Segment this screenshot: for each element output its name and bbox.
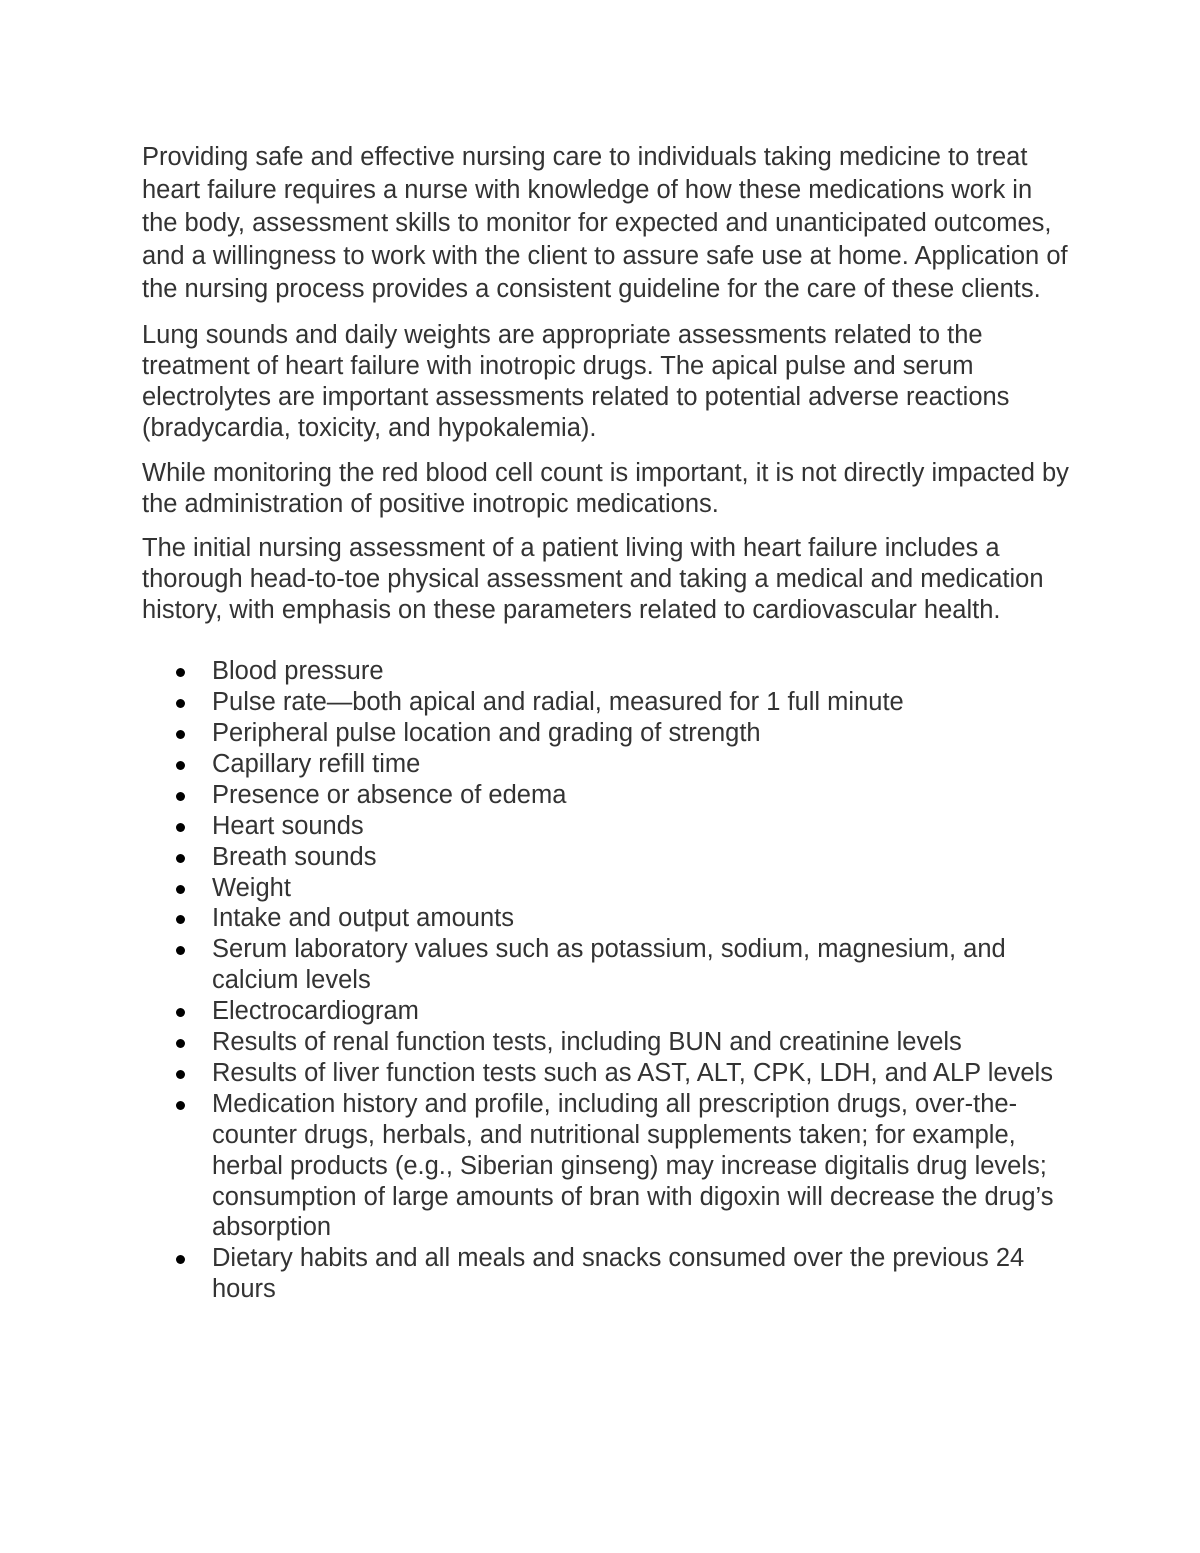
bullet-icon (176, 885, 185, 894)
paragraph-intro: Providing safe and effective nursing care to individuals taking medicine to treat heart failure requires a nurse with knowledge of how these medications work in the body, assessment skills to monitor for expected and unanticipated outcomes, and a willingness to work with the client to assure safe use at home. Application of the nursing process provides a consistent guideline for the care of these clients. (142, 143, 1068, 303)
list-item-text: Medication history and profile, including all prescription drugs, over-the-counter drugs, herbals, and nutritional supplements taken; for example, herbal products (e.g., Siberian ginseng) may increase digitalis drug levels; consumption of large amounts of bran with digoxin will decrease the drug’s absorption (212, 1089, 1054, 1242)
bullet-icon (176, 792, 185, 801)
bullet-icon (176, 1070, 185, 1079)
bullet-icon (176, 730, 185, 739)
paragraph-rbc-count: While monitoring the red blood cell count is important, it is not directly impacted by the administration of positive inotropic medications. (142, 458, 1069, 518)
list-item-text: Peripheral pulse location and grading of strength (212, 718, 761, 747)
list-item-text: Blood pressure (212, 657, 384, 686)
list-item (142, 1027, 1072, 1058)
list-item-text: Results of renal function tests, including BUN and creatinine levels (212, 1028, 962, 1057)
document-page (142, 141, 1072, 1305)
list-item-text: Weight (212, 873, 291, 902)
list-item-text: Serum laboratory values such as potassium, sodium, magnesium, and calcium levels (212, 935, 1006, 995)
list-item-text: Intake and output amounts (212, 904, 514, 933)
assessment-parameters-list (142, 656, 1072, 1305)
list-item-text: Capillary refill time (212, 749, 421, 778)
list-item-text: Pulse rate—both apical and radial, measured for 1 full minute (212, 688, 904, 717)
bullet-icon (176, 761, 185, 770)
list-item (142, 996, 1072, 1027)
list-item-text: Breath sounds (212, 842, 377, 871)
list-item (142, 780, 1072, 811)
bullet-icon (176, 854, 185, 863)
list-item (142, 687, 1072, 718)
list-item (142, 873, 1072, 904)
list-item-text: Results of liver function tests such as AST, ALT, CPK, LDH, and ALP levels (212, 1058, 1053, 1087)
paragraph-lung-sounds: Lung sounds and daily weights are appropriate assessments related to the treatment of heart failure with inotropic drugs. The apical pulse and serum electrolytes are important assessments related to potential adverse reactions (bradycardia, toxicity, and hypokalemia). (142, 321, 1010, 442)
bullet-icon (176, 668, 185, 677)
bullet-icon (176, 1255, 185, 1264)
list-item (142, 842, 1072, 873)
bullet-icon (176, 1101, 185, 1110)
list-item (142, 811, 1072, 842)
list-item-text: Electrocardiogram (212, 997, 419, 1026)
bullet-icon (176, 699, 185, 708)
list-item (142, 1089, 1072, 1244)
paragraph-initial-assessment: The initial nursing assessment of a patient living with heart failure includes a thorough head-to-toe physical assessment and taking a medical and medication history, with emphasis on these parameters related to cardiovascular health. (142, 534, 1044, 625)
bullet-icon (176, 1008, 185, 1017)
list-item (142, 749, 1072, 780)
list-item-text: Heart sounds (212, 811, 364, 840)
bullet-icon (176, 915, 185, 924)
list-item (142, 656, 1072, 687)
list-item (142, 1243, 1072, 1305)
list-item (142, 1058, 1072, 1089)
list-item-text: Dietary habits and all meals and snacks consumed over the previous 24 hours (212, 1244, 1025, 1304)
list-item (142, 934, 1072, 996)
bullet-icon (176, 823, 185, 832)
bullet-icon (176, 1039, 185, 1048)
list-item (142, 903, 1072, 934)
bullet-icon (176, 946, 185, 955)
list-item-text: Presence or absence of edema (212, 780, 567, 809)
list-item (142, 718, 1072, 749)
